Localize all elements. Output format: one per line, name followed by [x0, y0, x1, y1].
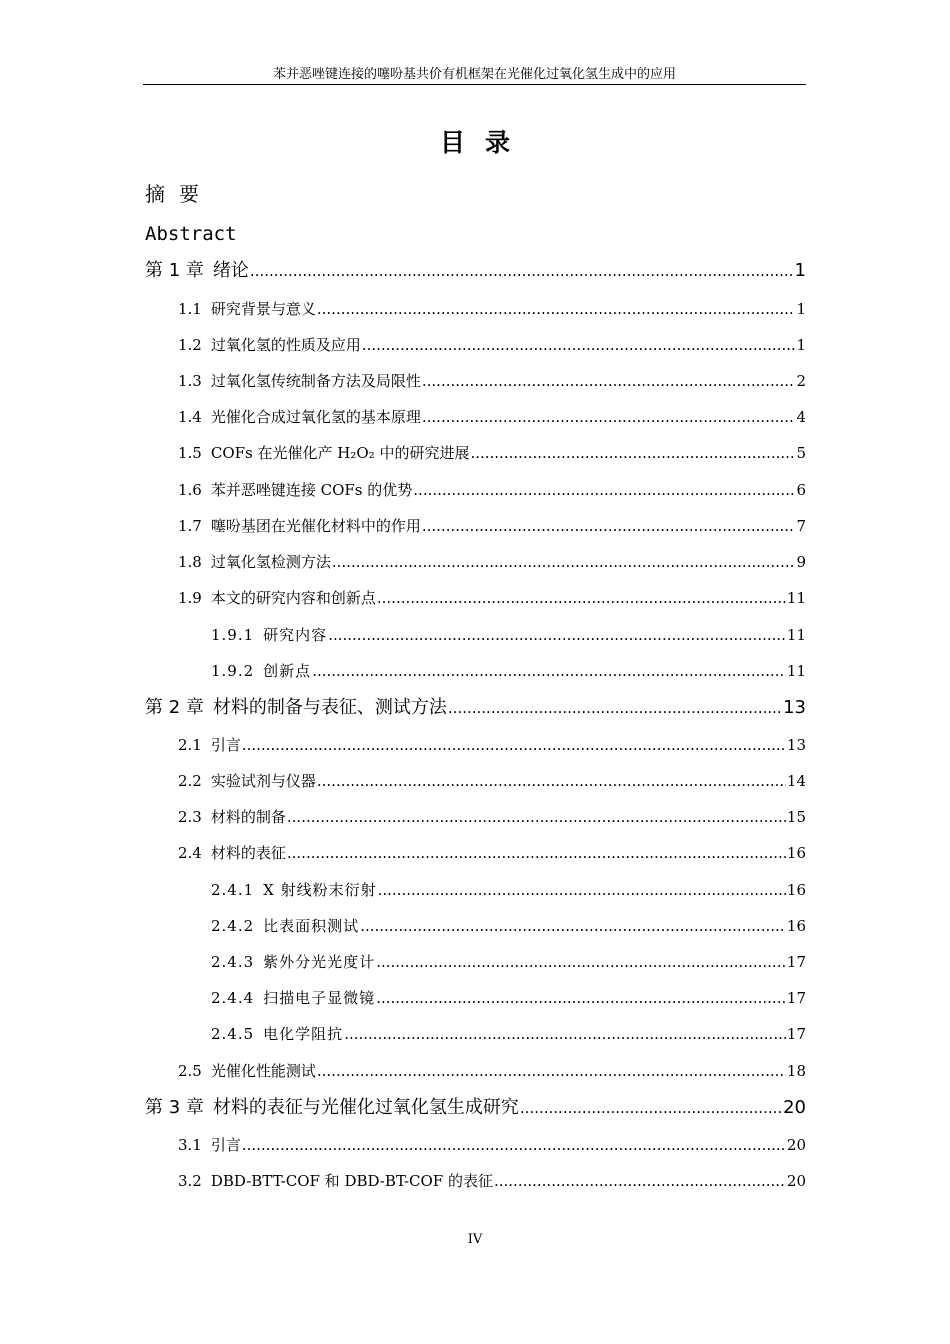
dot-leader	[376, 988, 786, 1008]
running-header: 苯并恶唑键连接的噻吩基共价有机框架在光催化过氧化氢生成中的应用	[143, 67, 806, 85]
entry-number: 1.9	[178, 589, 202, 607]
dot-leader	[422, 516, 796, 536]
entry-page: 20	[786, 1136, 806, 1154]
toc-entry[interactable]	[211, 625, 806, 645]
entry-title: 紫外分光光度计	[263, 953, 376, 971]
entry-page: 16	[786, 844, 806, 862]
toc-entry[interactable]	[178, 771, 806, 791]
entry-number: 2.5	[178, 1062, 202, 1080]
toc-entry[interactable]	[145, 259, 806, 283]
entry-number: 2.1	[178, 736, 202, 754]
entry-title: 噻吩基团在光催化材料中的作用	[210, 517, 421, 535]
entry-title: 研究背景与意义	[210, 300, 316, 318]
entry-number: 2.3	[178, 808, 202, 826]
entry-title: 过氧化氢传统制备方法及局限性	[210, 372, 421, 390]
dot-leader	[287, 843, 786, 863]
entry-page: 1	[794, 260, 806, 281]
toc-entry[interactable]	[178, 443, 806, 463]
entry-title: 苯并恶唑键连接 COFs 的优势	[210, 481, 413, 499]
entry-title: 创新点	[263, 662, 312, 680]
entry-number: 2.4.3	[211, 953, 255, 971]
entry-title: DBD-BTT-COF 和 DBD-BT-COF 的表征	[210, 1172, 493, 1190]
entry-number: 第 3 章	[145, 1097, 204, 1118]
entry-page: 16	[786, 917, 806, 935]
dot-leader	[494, 1171, 786, 1191]
entry-number: 1.7	[178, 517, 202, 535]
entry-title: 电化学阻抗	[263, 1025, 344, 1043]
entry-title: 材料的制备	[210, 808, 286, 826]
entry-page: 11	[786, 662, 806, 680]
entry-number: 1.9.1	[211, 626, 255, 644]
toc-entry[interactable]	[178, 1171, 806, 1191]
toc-entry[interactable]	[178, 335, 806, 355]
toc-entry[interactable]	[211, 916, 806, 936]
toc-entry[interactable]	[178, 516, 806, 536]
toc-entry[interactable]	[211, 1024, 806, 1044]
entry-page: 4	[796, 408, 806, 426]
dot-leader	[317, 299, 796, 319]
entry-page: 14	[786, 772, 806, 790]
entry-page: 13	[783, 697, 806, 718]
entry-number: 2.2	[178, 772, 202, 790]
entry-page: 9	[796, 553, 806, 571]
dot-leader	[362, 335, 796, 355]
dot-leader	[312, 661, 786, 681]
toc-entry[interactable]	[211, 952, 806, 972]
dot-leader	[317, 1061, 786, 1081]
entry-number: 1.3	[178, 372, 202, 390]
dot-leader	[317, 771, 786, 791]
entry-page: 1	[796, 300, 806, 318]
entry-number: 2.4.5	[211, 1025, 255, 1043]
entry-number: 第 2 章	[145, 697, 204, 718]
dot-leader	[413, 480, 795, 500]
dot-leader	[378, 880, 786, 900]
entry-number: 1.6	[178, 481, 202, 499]
dot-leader	[360, 916, 786, 936]
dot-leader	[376, 952, 786, 972]
entry-title: 绪论	[212, 260, 249, 281]
entry-number: 2.4.1	[211, 881, 255, 899]
toc-entry[interactable]	[211, 880, 806, 900]
entry-page: 15	[786, 808, 806, 826]
toc-entry[interactable]	[211, 988, 806, 1008]
entry-page: 18	[786, 1062, 806, 1080]
dot-leader	[242, 735, 786, 755]
entry-number: 1.5	[178, 444, 202, 462]
toc-entry[interactable]	[178, 735, 806, 755]
toc-abstract-en[interactable]: Abstract	[145, 223, 237, 245]
entry-title: 光催化合成过氧化氢的基本原理	[210, 408, 421, 426]
entry-title: 比表面积测试	[263, 917, 360, 935]
entry-number: 第 1 章	[145, 260, 204, 281]
dot-leader	[287, 807, 786, 827]
dot-leader	[448, 696, 782, 720]
entry-title: 研究内容	[263, 626, 328, 644]
dot-leader	[422, 407, 796, 427]
entry-page: 11	[786, 626, 806, 644]
entry-title: 光催化性能测试	[210, 1062, 316, 1080]
entry-page: 11	[786, 589, 806, 607]
dot-leader	[328, 625, 786, 645]
toc-entry[interactable]	[178, 807, 806, 827]
entry-page: 20	[786, 1172, 806, 1190]
entry-page: 17	[786, 989, 806, 1007]
entry-title: 引言	[210, 1136, 241, 1154]
toc-entry[interactable]	[178, 843, 806, 863]
entry-title: COFs 在光催化产 H₂O₂ 中的研究进展	[210, 444, 470, 462]
toc-entry[interactable]	[211, 661, 806, 681]
toc-entry[interactable]	[145, 696, 806, 720]
dot-leader	[377, 588, 786, 608]
dot-leader	[242, 1135, 786, 1155]
entry-page: 17	[786, 953, 806, 971]
entry-number: 3.2	[178, 1172, 202, 1190]
dot-leader	[470, 443, 795, 463]
entry-number: 2.4	[178, 844, 202, 862]
entry-title: X 射线粉末衍射	[263, 881, 377, 899]
entry-number: 1.9.2	[211, 662, 255, 680]
toc-entry[interactable]	[178, 552, 806, 572]
dot-leader	[520, 1096, 782, 1120]
entry-title: 过氧化氢检测方法	[210, 553, 331, 571]
entry-page: 13	[786, 736, 806, 754]
toc-entry[interactable]	[178, 588, 806, 608]
entry-page: 20	[783, 1097, 806, 1118]
toc-entry[interactable]	[178, 371, 806, 391]
entry-page: 6	[796, 481, 806, 499]
entry-title: 材料的表征	[210, 844, 286, 862]
entry-title: 实验试剂与仪器	[210, 772, 316, 790]
toc-entry[interactable]	[145, 1096, 806, 1120]
entry-page: 7	[796, 517, 806, 535]
entry-title: 材料的表征与光催化过氧化氢生成研究	[212, 1097, 519, 1118]
toc-entry[interactable]	[178, 1135, 806, 1155]
entry-page: 17	[786, 1025, 806, 1043]
entry-page: 1	[796, 336, 806, 354]
entry-number: 1.8	[178, 553, 202, 571]
entry-page: 5	[796, 444, 806, 462]
entry-title: 材料的制备与表征、测试方法	[212, 697, 447, 718]
dot-leader	[332, 552, 796, 572]
toc-entry[interactable]	[178, 1061, 806, 1081]
entry-page: 2	[796, 372, 806, 390]
entry-number: 1.1	[178, 300, 202, 318]
entry-page: 16	[786, 881, 806, 899]
entry-number: 2.4.4	[211, 989, 255, 1007]
toc-abstract-cn[interactable]: 摘要	[145, 182, 213, 206]
dot-leader	[422, 371, 796, 391]
entry-title: 引言	[210, 736, 241, 754]
entry-number: 1.2	[178, 336, 202, 354]
dot-leader	[344, 1024, 786, 1044]
entry-number: 3.1	[178, 1136, 202, 1154]
page-number: IV	[467, 1232, 483, 1247]
dot-leader	[250, 259, 794, 283]
entry-number: 1.4	[178, 408, 202, 426]
entry-title: 扫描电子显微镜	[263, 989, 376, 1007]
entry-number: 2.4.2	[211, 917, 255, 935]
toc-entry[interactable]	[178, 407, 806, 427]
toc-title: 目录	[439, 128, 530, 157]
toc-entry[interactable]	[178, 299, 806, 319]
entry-title: 本文的研究内容和创新点	[210, 589, 376, 607]
toc-entry[interactable]	[178, 480, 806, 500]
entry-title: 过氧化氢的性质及应用	[210, 336, 361, 354]
